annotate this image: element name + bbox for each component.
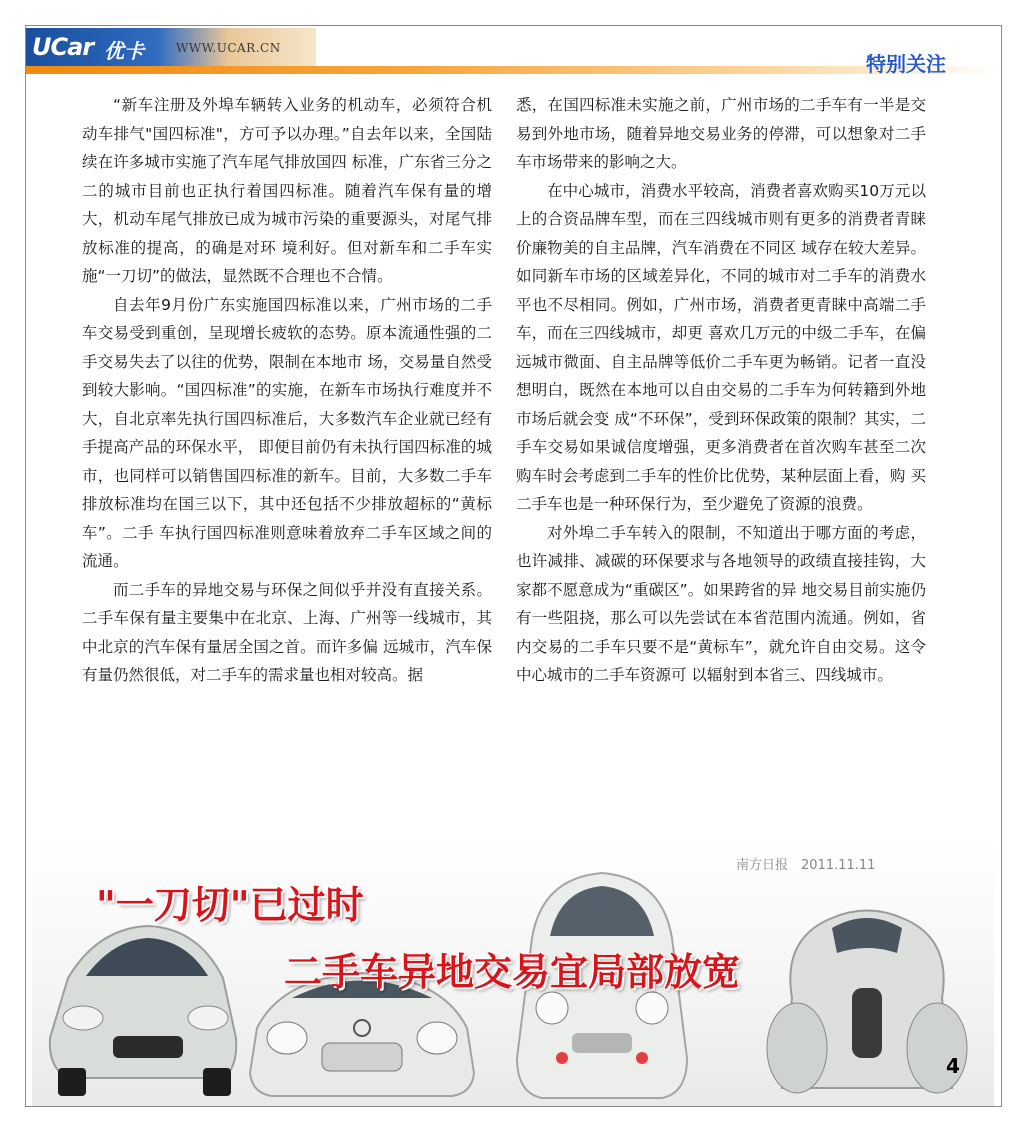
brand-logo-bar — [26, 28, 316, 66]
section-title: 特别关注 — [866, 52, 946, 76]
site-url: WWW.UCAR.CN — [176, 41, 281, 55]
article-source: 南方日报 2011.11.11 — [736, 858, 876, 873]
article-paragraph: 而二手车的异地交易与环保之间似乎并没有直接关系。二手车保有量主要集中在北京、上海、广州等一线城市，其中北京的汽车保有量居全国之首。而许多偏 远城市，汽车保有量仍然很低，对二手车的需求量也相对较高。据 — [82, 580, 492, 684]
article-paragraph: 自去年9月份广东实施国四标准以来，广州市场的二手车交易受到重创，呈现增长疲软的态势。原本流通性强的二手交易失去了以往的优势，限制在本地市 场，交易量自然受到较大影响。“国四标准”的实施，在新车市场执行难度并不大，自北京率先执行国四标准后，大多数汽车企业就已经有手提高产品的环保水平， 即便目前仍有未执行国四标准的城市，也同样可以销售国四标准的新车。目前，大多数二手车排放标准均在国三以下，其中还包括不少排放超标的“黄标车”。二手 车执行国四标准则意味着放弃二手车区域之间的流通。 — [82, 295, 492, 570]
page-header — [26, 26, 1001, 76]
page-frame — [25, 25, 1002, 1107]
article-column-right — [516, 91, 926, 690]
banner-headline-line1: "一刀切"已过时 — [96, 883, 364, 927]
article-paragraph: 在中心城市，消费水平较高，消费者喜欢购买10万元以上的合资品牌车型，而在三四线城市则有更多的消费者青睐价廉物美的自主品牌，汽车消费在不同区 域存在较大差异。如同新车市场的区域差异化，不同的城市对二手车的消费水平也不尽相同。例如，广州市场，消费者更青睐中高端二手车，而在三四线城市，却更 喜欢几万元的中级二手车，在偏远城市微面、自主品牌等低价二手车更为畅销。记者一直没想明白，既然在本地可以自由交易的二手车为何转籍到外地市场后就会变 成“不环保”，受到环保政策的限制？其实，二手车交易如果诚信度增强，更多消费者在首次购车甚至二次购车时会考虑到二手车的性价比优势，某种层面上看，购 买二手车也是一种环保行为，至少避免了资源的浪费。 — [516, 181, 926, 513]
banner-headline-line2: 二手车异地交易宜局部放宽 — [284, 950, 741, 994]
article-paragraph: 对外埠二手车转入的限制，不知道出于哪方面的考虑，也许减排、减碳的环保要求与各地领导的政绩直接挂钩，大家都不愿意成为“重碳区”。如果跨省的异 地交易目前实施仍有一些阻挠，那么可以先尝试在本省范围内流通。例如，省内交易的二手车只要不是“黄标车”，就允许自由交易。这令中心城市的二手车资源可 以辐射到本省三、四线城市。 — [516, 523, 926, 684]
article-paragraph: “新车注册及外埠车辆转入业务的机动车，必须符合机动车排气"国四标准"，方可予以办理。”自去年以来，全国陆续在许多城市实施了汽车尾气排放国四 标准，广东省三分之二的城市目前也正执行着国四标准。随着汽车保有量的增大，机动车尾气排放已成为城市污染的重要源头，对尾气排放标准的提高，的确是对环 境利好。但对新车和二手车实施“一刀切”的做法，显然既不合理也不合情。 — [82, 96, 492, 285]
brand-logo-cn: 优卡 — [104, 39, 144, 63]
article-paragraph-continued: 悉，在国四标准未实施之前，广州市场的二手车有一半是交易到外地市场，随着异地交易业务的停滞，可以想象对二手车市场带来的影响之大。 — [516, 96, 926, 171]
hatchback-car-image — [38, 918, 248, 1098]
header-divider — [26, 66, 1001, 74]
brand-logo: UCar — [32, 33, 94, 61]
article-column-left — [82, 91, 492, 690]
page-number: 4 — [946, 1054, 960, 1078]
